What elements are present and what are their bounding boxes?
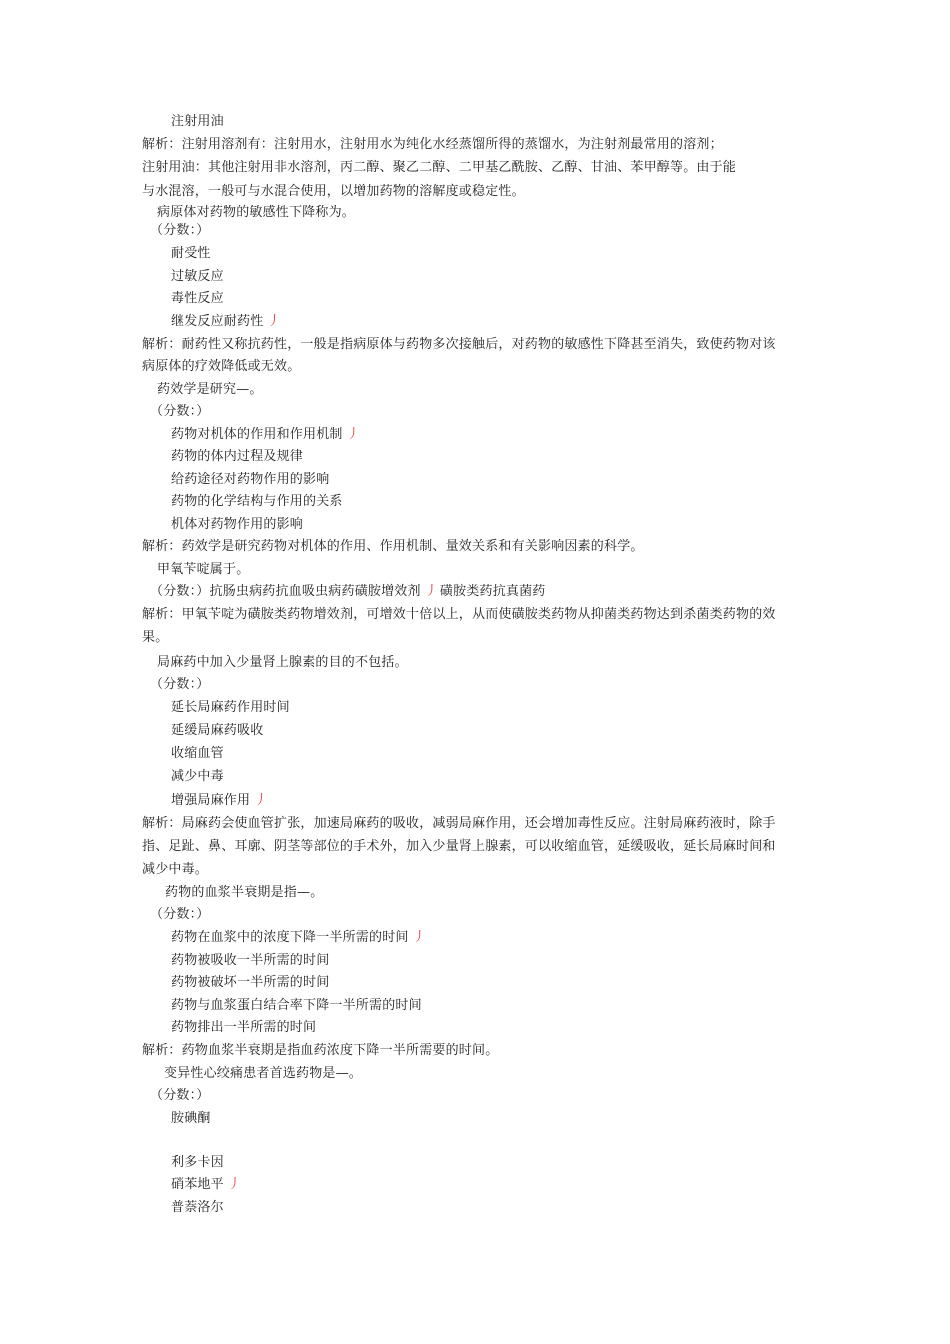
score-label: （分数：） xyxy=(150,223,210,238)
option-text: 继发反应耐药性 xyxy=(171,314,264,329)
option-correct xyxy=(171,427,360,443)
option-text: 药物与血浆蛋白结合率下降一半所需的时间 xyxy=(171,998,422,1013)
question-text: 药效学是研究—。 xyxy=(157,382,263,397)
explanation-text: 减少中毒。 xyxy=(142,862,209,877)
explanation-text: 果。 xyxy=(142,630,169,645)
option-text: 药物排出一半所需的时间 xyxy=(171,1020,317,1035)
score-label: （分数：） xyxy=(150,677,210,692)
explanation-text: 解析：注射用溶剂有：注射用水，注射用水为纯化水经蒸馏所得的蒸馏水，为注射剂最常用的溶剂； xyxy=(142,137,723,152)
option-text: 药物的化学结构与作用的关系 xyxy=(171,494,343,509)
correct-mark: 丿 xyxy=(412,930,426,945)
option-text: 药物被吸收一半所需的时间 xyxy=(171,953,330,968)
option-text: 硝苯地平 xyxy=(171,1177,224,1192)
option-text: 注射用油 xyxy=(171,114,224,129)
score-label: （分数：） xyxy=(150,907,210,922)
correct-mark: 丿 xyxy=(424,584,438,599)
correct-mark: 丿 xyxy=(346,427,360,442)
question-text: 病原体对药物的敏感性下降称为。 xyxy=(157,205,356,220)
option-text: 胺碘酮 xyxy=(171,1111,211,1126)
option-text: 过敏反应 xyxy=(171,269,224,284)
options-inline: 磺胺类药抗真菌药 xyxy=(439,584,546,599)
option-correct xyxy=(171,1177,241,1193)
question-text: 变异性心绞痛患者首选药物是—。 xyxy=(164,1066,363,1081)
explanation-text: 解析：药效学是研究药物对机体的作用、作用机制、量效关系和有关影响因素的科学。 xyxy=(142,539,644,554)
correct-mark: 丿 xyxy=(267,314,281,329)
options-inline: （分数：）抗肠虫病药抗血吸虫病药磺胺增效剂 xyxy=(150,584,421,599)
option-correct xyxy=(171,314,281,330)
option-text: 药物对机体的作用和作用机制 xyxy=(171,427,343,442)
option-text: 机体对药物作用的影响 xyxy=(171,517,304,532)
option-text: 药物在血浆中的浓度下降一半所需的时间 xyxy=(171,930,409,945)
option-text: 延缓局麻药吸收 xyxy=(171,723,264,738)
correct-mark: 丿 xyxy=(254,793,268,808)
option-text: 利多卡因 xyxy=(171,1155,224,1170)
score-and-options-line xyxy=(150,584,546,600)
explanation-text: 解析：耐药性又称抗药性，一般是指病原体与药物多次接触后，对药物的敏感性下降甚至消失，致使药物对该 xyxy=(142,337,776,352)
option-text: 收缩血管 xyxy=(171,746,224,761)
option-text: 药物被破坏一半所需的时间 xyxy=(171,975,330,990)
score-label: （分数：） xyxy=(150,404,210,419)
explanation-text: 解析：药物血浆半衰期是指血药浓度下降一半所需要的时间。 xyxy=(142,1043,499,1058)
explanation-text: 注射用油：其他注射用非水溶剂，丙二醇、聚乙二醇、二甲基乙酰胺、乙醇、甘油、苯甲醇等。由于能 xyxy=(142,160,737,175)
explanation-text: 指、足趾、鼻、耳廓、阴茎等部位的手术外，加入少量肾上腺素，可以收缩血管，延缓吸收，延长局麻时间和 xyxy=(142,839,776,854)
correct-mark: 丿 xyxy=(227,1177,242,1192)
option-text: 给药途径对药物作用的影响 xyxy=(171,472,330,487)
question-text: 局麻药中加入少量肾上腺素的目的不包括。 xyxy=(157,655,408,670)
explanation-text: 解析：甲氧苄啶为磺胺类药物增效剂，可增效十倍以上，从而使磺胺类药物从抑菌类药物达到杀菌类药物的效 xyxy=(142,607,776,622)
option-text: 延长局麻药作用时间 xyxy=(171,700,290,715)
explanation-text: 与水混溶，一般可与水混合使用，以增加药物的溶解度或稳定性。 xyxy=(142,184,525,199)
option-text: 毒性反应 xyxy=(171,291,224,306)
option-text: 普萘洛尔 xyxy=(171,1200,224,1215)
option-text: 减少中毒 xyxy=(171,769,224,784)
option-text: 增强局麻作用 xyxy=(171,793,251,808)
option-correct xyxy=(171,930,426,946)
question-text: 药物的血浆半衰期是指—。 xyxy=(165,885,324,900)
explanation-text: 解析：局麻药会使血管扩张，加速局麻药的吸收，减弱局麻作用，还会增加毒性反应。注射局麻药液时，除手 xyxy=(142,816,776,831)
option-text: 耐受性 xyxy=(171,246,211,261)
explanation-text: 病原体的疗效降低或无效。 xyxy=(142,359,301,374)
option-correct xyxy=(171,793,267,809)
option-text: 药物的体内过程及规律 xyxy=(171,449,304,464)
score-label: （分数：） xyxy=(150,1088,210,1103)
question-text: 甲氧苄啶属于。 xyxy=(157,562,250,577)
